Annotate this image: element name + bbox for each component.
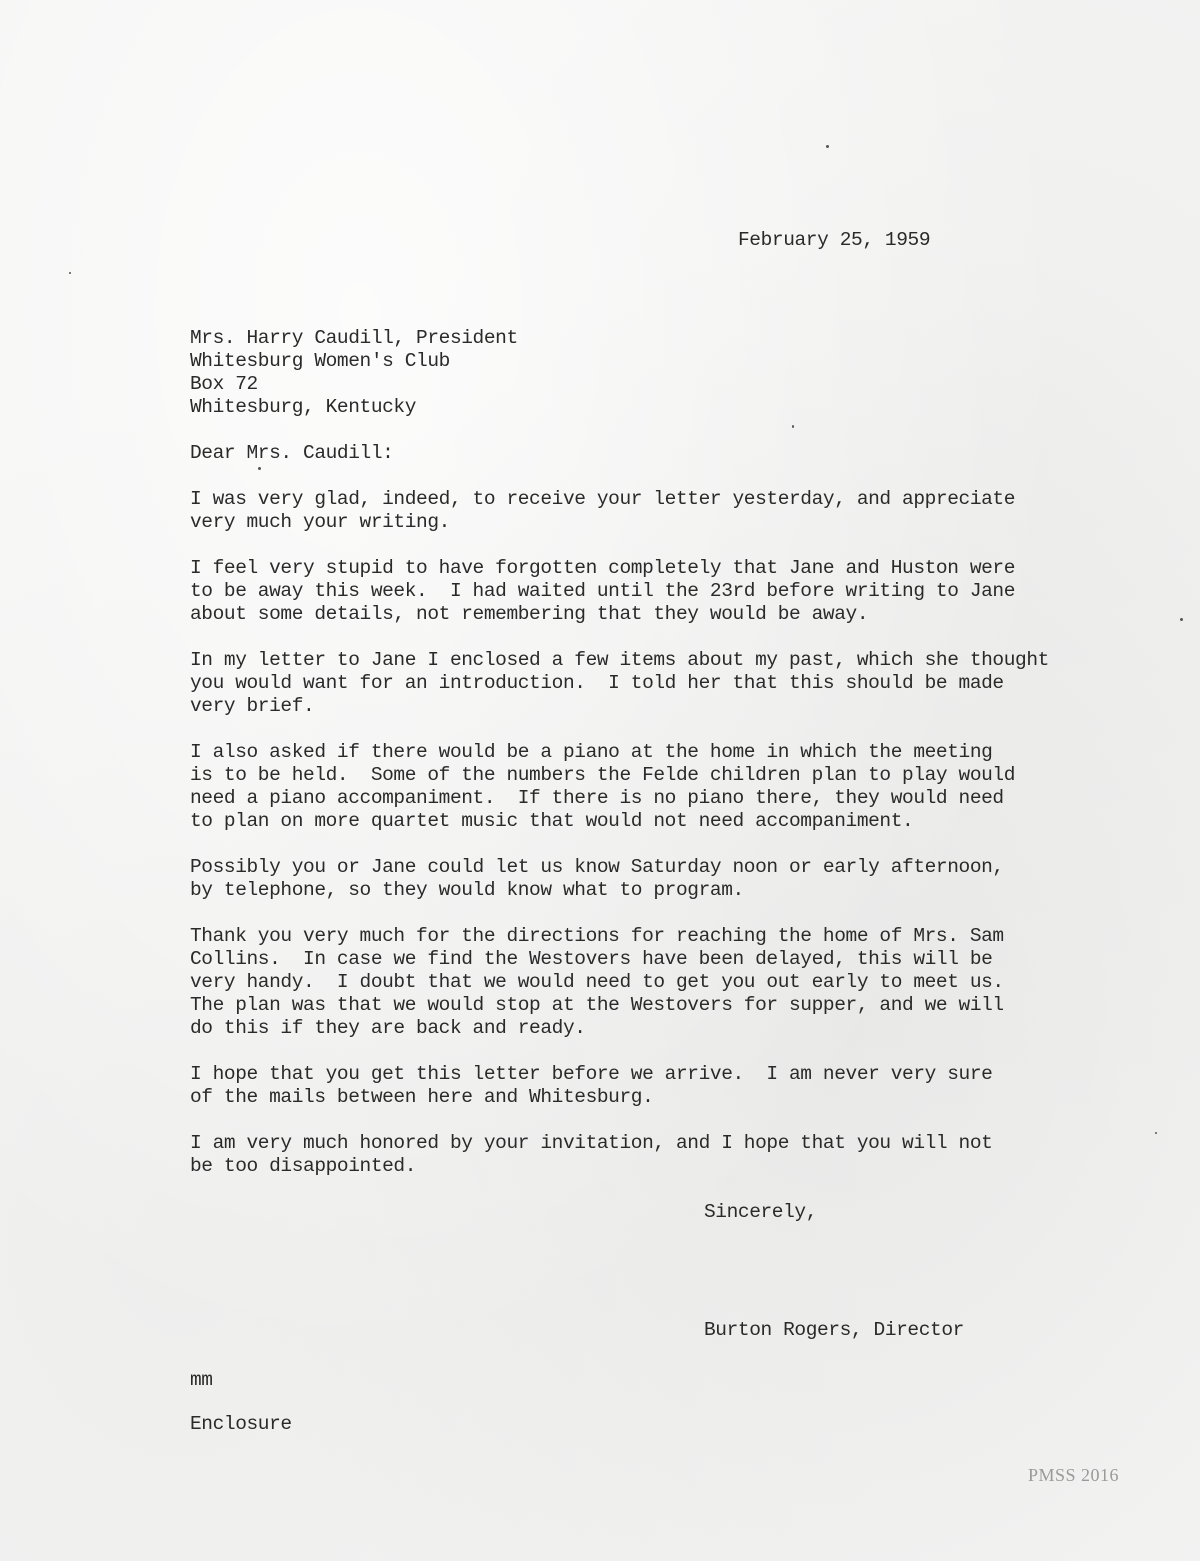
letter-date: February 25, 1959 <box>738 229 931 251</box>
paper-speck <box>69 272 71 274</box>
letter-body <box>190 327 1180 1436</box>
body-paragraph-4 <box>190 741 1180 833</box>
address-line: Mrs. Harry Caudill, President <box>190 327 518 349</box>
paragraph-line: I also asked if there would be a piano at the home in which the meeting <box>190 741 993 763</box>
paragraph-line: need a piano accompaniment. If there is no piano there, they would need <box>190 787 1004 809</box>
recipient-address <box>190 327 1180 419</box>
archive-watermark: PMSS 2016 <box>1028 1465 1120 1485</box>
address-line: Whitesburg, Kentucky <box>190 396 417 418</box>
body-paragraph-8 <box>190 1132 1180 1178</box>
paragraph-line: The plan was that we would stop at the Westovers for supper, and we will <box>190 994 1004 1016</box>
paragraph-line: very brief. <box>190 695 315 717</box>
paragraph-line: In my letter to Jane I enclosed a few items about my past, which she thought <box>190 649 1049 671</box>
paragraph-line: very handy. I doubt that we would need to get you out early to meet us. <box>190 971 1004 993</box>
address-line: Box 72 <box>190 373 258 395</box>
paragraph-line: Thank you very much for the directions for reaching the home of Mrs. Sam <box>190 925 1004 947</box>
paragraph-line: by telephone, so they would know what to program. <box>190 879 744 901</box>
body-paragraph-5 <box>190 856 1180 902</box>
paragraph-line: Collins. In case we find the Westovers have been delayed, this will be <box>190 948 993 970</box>
typist-initials: mm <box>190 1369 213 1391</box>
paragraph-line: very much your writing. <box>190 511 450 533</box>
paragraph-line: Possibly you or Jane could let us know Saturday noon or early afternoon, <box>190 856 1004 878</box>
paragraph-line: I hope that you get this letter before we arrive. I am never very sure <box>190 1063 993 1085</box>
paragraph-line: to be away this week. I had waited until the 23rd before writing to Jane <box>190 580 1016 602</box>
body-paragraph-3 <box>190 649 1180 718</box>
paper-speck <box>1155 1132 1157 1134</box>
paper-speck <box>1180 618 1183 621</box>
paper-speck <box>826 145 829 148</box>
paragraph-line: be too disappointed. <box>190 1155 417 1177</box>
paragraph-line: I feel very stupid to have forgotten completely that Jane and Huston were <box>190 557 1016 579</box>
signature-area <box>190 1201 1180 1342</box>
closing: Sincerely, <box>704 1201 818 1223</box>
signature-block: Burton Rogers, Director <box>704 1319 964 1341</box>
paragraph-line: I am very much honored by your invitation, and I hope that you will not <box>190 1132 993 1154</box>
paragraph-line: is to be held. Some of the numbers the Felde children plan to play would <box>190 764 1016 786</box>
enclosure-note: Enclosure <box>190 1413 292 1435</box>
paragraph-line: you would want for an introduction. I told her that this should be made <box>190 672 1004 694</box>
body-paragraph-1 <box>190 488 1180 534</box>
paper-speck <box>792 425 794 428</box>
paragraph-line: about some details, not remembering that they would be away. <box>190 603 869 625</box>
salutation: Dear Mrs. Caudill: <box>190 442 394 464</box>
body-paragraph-7 <box>190 1063 1180 1109</box>
paragraph-line: do this if they are back and ready. <box>190 1017 586 1039</box>
paragraph-line: to plan on more quartet music that would not need accompaniment. <box>190 810 914 832</box>
address-line: Whitesburg Women's Club <box>190 350 450 372</box>
paragraph-line: I was very glad, indeed, to receive your letter yesterday, and appreciate <box>190 488 1016 510</box>
body-paragraph-2 <box>190 557 1180 626</box>
paragraph-line: of the mails between here and Whitesburg. <box>190 1086 654 1108</box>
body-paragraph-6 <box>190 925 1180 1040</box>
paper-speck <box>258 467 261 470</box>
